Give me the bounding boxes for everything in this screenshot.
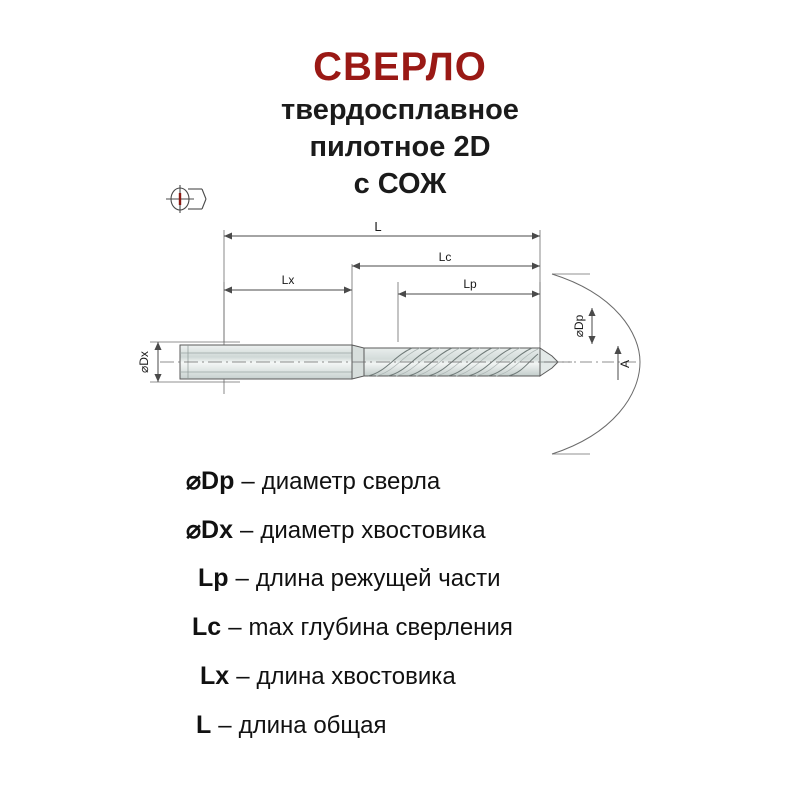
dimension-label-A: A	[618, 359, 632, 369]
point-angle-callout	[552, 274, 640, 454]
legend-text-lc: max глубина сверления	[248, 614, 513, 641]
legend-text-l: длина общая	[238, 712, 387, 739]
dimension-label-Dp: ⌀Dp	[572, 314, 586, 338]
legend-symbol-l: L	[196, 711, 212, 739]
legend	[186, 466, 706, 760]
legend-item-lx	[186, 662, 706, 711]
legend-symbol-lc: Lc	[192, 613, 222, 641]
legend-item-dx	[186, 515, 706, 564]
page-subtitle	[0, 92, 800, 203]
legend-text-dx: диаметр хвостовика	[260, 517, 486, 544]
subtitle-line-3: с СОЖ	[353, 168, 447, 201]
legend-dash-lc: –	[228, 614, 242, 641]
dimension-label-Lc: Lc	[438, 250, 452, 264]
dimension-shank-length	[224, 273, 352, 290]
legend-dash-lp: –	[235, 565, 249, 592]
legend-text-lp: длина режущей части	[255, 565, 501, 592]
legend-text-dp: диаметр сверла	[261, 468, 441, 495]
legend-item-lp	[186, 564, 706, 613]
legend-text-lx: длина хвостовика	[256, 663, 456, 690]
dimension-shank-diameter	[137, 342, 158, 382]
legend-symbol-lx: Lx	[200, 662, 230, 690]
subtitle-line-1: твердосплавное	[281, 94, 519, 126]
legend-item-lc	[186, 613, 706, 662]
legend-dash-l: –	[218, 712, 232, 739]
legend-symbol-dp: ⌀Dp	[186, 467, 235, 495]
legend-symbol-lp: Lp	[198, 564, 229, 592]
dimension-label-Dx: ⌀Dx	[137, 351, 151, 373]
legend-symbol-dx: ⌀Dx	[186, 516, 234, 544]
dimension-cutting-length	[398, 277, 540, 294]
drill-technical-drawing	[120, 222, 680, 482]
dimension-max-drilling-depth	[352, 250, 540, 266]
legend-dash-dp: –	[241, 468, 255, 495]
dimension-label-Lx: Lx	[281, 273, 295, 287]
first-angle-projection-symbol	[160, 176, 212, 222]
subtitle-line-2: пилотное 2D	[309, 131, 491, 164]
dimension-total-length	[224, 222, 540, 236]
legend-item-l	[186, 711, 706, 760]
page-title: СВЕРЛО	[313, 45, 487, 89]
legend-item-dp	[186, 466, 706, 515]
title-block	[0, 46, 800, 203]
dimension-label-L: L	[374, 222, 382, 234]
legend-dash-lx: –	[236, 663, 250, 690]
dimension-label-Lp: Lp	[463, 277, 477, 291]
drill-body	[160, 345, 572, 379]
legend-dash-dx: –	[240, 517, 254, 544]
